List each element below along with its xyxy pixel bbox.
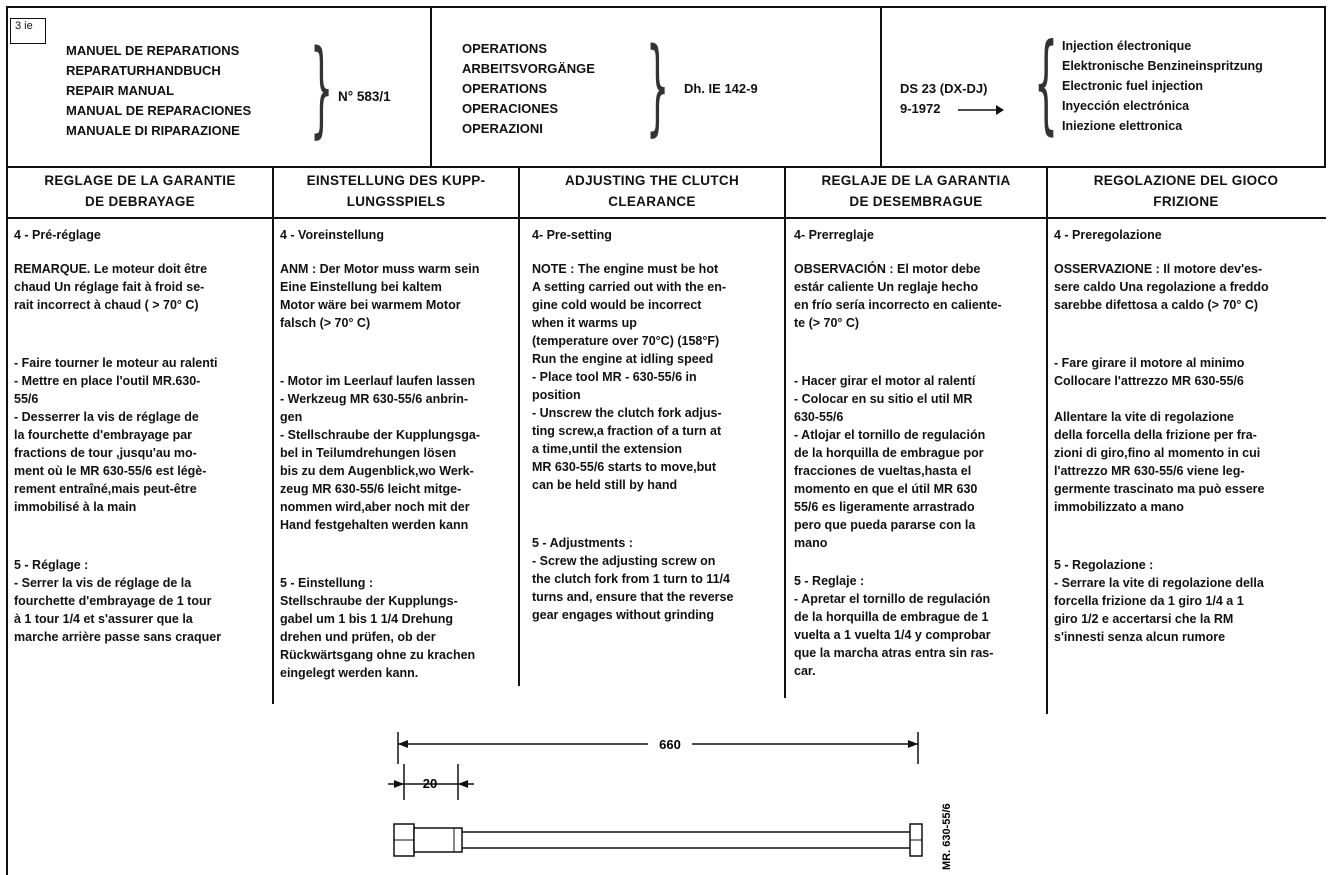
column-divider-3 — [784, 168, 786, 698]
step5-title: 5 - Réglage : — [14, 558, 89, 572]
column-divider-2 — [518, 168, 520, 686]
arrow-right-icon — [908, 740, 918, 748]
operations-title-en: OPERATIONS — [462, 81, 547, 96]
column-heading-en — [522, 170, 782, 216]
heading-text: ADJUSTING THE CLUTCH CLEARANCE — [565, 173, 739, 209]
operations-title-fr: OPERATIONS — [462, 41, 547, 56]
step5-text: - Serrer la vis de réglage de la fourchette d'embrayage de 1 tour à 1 tour 1/4 et s'assurer que la marche arrière passe sans craquer — [14, 576, 222, 644]
right-brace-icon: } — [646, 25, 670, 147]
manual-title-de: REPARATURHANDBUCH — [66, 63, 221, 78]
column-divider-4 — [1046, 168, 1048, 714]
operations-title-it: OPERAZIONI — [462, 121, 543, 136]
step4-title: 4 - Voreinstellung — [280, 228, 384, 242]
header-bottom-rule — [6, 166, 1326, 168]
end-length-label: 20 — [422, 776, 438, 791]
column-body-it — [1054, 226, 1326, 646]
step5-text: Stellschraube der Kupplungs- gabel um 1 bis 1 1/4 Drehung drehen und prüfen, ob der Rückwärtsgang ohne zu krachen eingelegt werden kann. — [280, 594, 476, 680]
injection-title-de: Elektronische Benzineinspritzung — [1062, 59, 1263, 73]
warning-note: NOTE : The engine must be hot A setting carried out with the en- gine cold would be incorrect when it warms up (temperature over 70°C) (158°F) — [532, 262, 726, 348]
left-border — [6, 6, 8, 875]
step5-title: 5 - Adjustments : — [532, 536, 633, 550]
arrow-left-icon — [458, 780, 468, 788]
column-heading-rule — [6, 217, 1326, 219]
column-heading-de — [276, 170, 516, 216]
step4-instructions: Run the engine at idling speed - Place tool MR - 630-55/6 in position - Unscrew the clutch fork adjus- ting screw,a fraction of a turn at a time,until the extension MR 630-55/6 starts to move,but can be held still by hand — [532, 352, 722, 492]
column-heading-es — [788, 170, 1044, 216]
right-border — [1324, 6, 1326, 168]
injection-title-en: Electronic fuel injection — [1062, 79, 1203, 93]
heading-text: REGLAGE DE LA GARANTIE DE DEBRAYAGE — [44, 173, 236, 209]
injection-title-it: Iniezione elettronica — [1062, 119, 1183, 133]
model-date: 9-1972 — [900, 101, 941, 116]
operations-title-de: ARBEITSVORGÄNGE — [462, 61, 595, 76]
manual-title-fr: MANUEL DE REPARATIONS — [66, 43, 240, 58]
column-body-de — [280, 226, 516, 682]
heading-text: EINSTELLUNG DES KUPP- LUNGSSPIELS — [306, 173, 486, 209]
step4-title: 4 - Pré-réglage — [14, 228, 101, 242]
step4-instructions: - Motor im Leerlauf laufen lassen - Werkzeug MR 630-55/6 anbrin- gen - Stellschraube der Kupplungsga- bel in Teilumdrehungen lösen bis zu dem Augenblick,wo Werk- zeug MR 630-55/6 leicht mitge- nommen wird,aber noch mit der Hand festgehalten werden kann — [280, 374, 481, 532]
step4-title: 4 - Preregolazione — [1054, 228, 1162, 242]
arrow-right-icon — [394, 780, 404, 788]
heading-text: REGOLAZIONE DEL GIOCO FRIZIONE — [1093, 173, 1279, 209]
column-body-fr — [14, 226, 270, 646]
manual-number: N° 583/1 — [338, 89, 391, 104]
step5-text: - Serrare la vite di regolazione della forcella frizione da 1 giro 1/4 a 1 giro 1/2 e accertarsi che la RM s'innesti senza alcun rumore — [1054, 576, 1264, 644]
page-reference-box: 3 ie — [10, 18, 46, 44]
heading-text: REGLAJE DE LA GARANTIA DE DESEMBRAGUE — [821, 173, 1011, 209]
column-divider-1 — [272, 168, 274, 704]
column-body-en — [532, 226, 782, 624]
arrow-right-icon — [958, 103, 1004, 117]
step5-title: 5 - Reglaje : — [794, 574, 865, 588]
injection-title-es: Inyección electrónica — [1062, 99, 1190, 113]
warning-note: REMARQUE. Le moteur doit être chaud Un réglage fait à froid se- rait incorrect à chaud ( > 70° C) — [14, 262, 208, 312]
manual-title-en: REPAIR MANUAL — [66, 83, 175, 98]
operation-code: Dh. IE 142-9 — [684, 81, 758, 96]
overall-length-label: 660 — [659, 737, 681, 752]
step5-title: 5 - Regolazione : — [1054, 558, 1154, 572]
column-body-es — [794, 226, 1044, 680]
step4-instructions: - Fare girare il motore al minimo Collocare l'attrezzo MR 630-55/6 Allentare la vite di regolazione della forcella della frizione per fra- zioni di giro,fino al momento in cui l'attrezzo MR 630-55/6 viene leg- germente trascinato ma può essere immobilizzato a mano — [1054, 356, 1265, 514]
step4-instructions: - Hacer girar el motor al ralentí - Colocar en su sitio el util MR 630-55/6 - Atlojar el tornillo de regulación de la horquilla de embrague por fracciones de vueltas,hasta el momento en que el útil MR 630 55/6 es ligeramente arrastrado pero que pueda pararse con la mano — [794, 374, 986, 550]
left-brace-icon: { — [1034, 21, 1059, 146]
top-border — [6, 6, 1326, 8]
header-divider-1 — [430, 6, 432, 168]
right-brace-icon: } — [310, 27, 334, 149]
tool-diagram — [380, 724, 980, 874]
tool-label: MR. 630-55/6 — [941, 803, 953, 870]
step4-instructions: - Faire tourner le moteur au ralenti - Mettre en place l'outil MR.630- 55/6 - Desserrer la vis de réglage de la fourchette d'embrayage par fractions de tour ,jusqu'au mo- ment où le MR 630-55/6 est légè- rement entraîné,mais peut-être immobilisé à la main — [14, 356, 218, 514]
step5-text: - Apretar el tornillo de regulación de la horquilla de embrague de 1 vuelta a 1 vuelta 1/4 y comprobar que la marcha atras entra sin ras- car. — [794, 592, 994, 678]
step4-title: 4- Pre-setting — [532, 228, 612, 242]
manual-title-es: MANUAL DE REPARACIONES — [66, 103, 252, 118]
injection-title-fr: Injection électronique — [1062, 39, 1192, 53]
operations-title-es: OPERACIONES — [462, 101, 559, 116]
step5-title: 5 - Einstellung : — [280, 576, 374, 590]
step4-title: 4- Prerreglaje — [794, 228, 874, 242]
warning-note: OSSERVAZIONE : Il motore dev'es- sere caldo Una regolazione a freddo sarebbe difettosa a caldo (> 70° C) — [1054, 262, 1269, 312]
tool-sleeve — [414, 828, 462, 852]
step5-text: - Screw the adjusting screw on the clutch fork from 1 turn to 11/4 turns and, ensure that the reverse gear engages without grinding — [532, 554, 734, 622]
model-designation: DS 23 (DX-DJ) — [900, 81, 988, 96]
warning-note: ANM : Der Motor muss warm sein Eine Einstellung bei kaltem Motor wäre bei warmem Motor falsch (> 70° C) — [280, 262, 480, 330]
header-divider-2 — [880, 6, 882, 168]
arrow-left-icon — [398, 740, 408, 748]
column-heading-fr — [10, 170, 270, 216]
warning-note: OBSERVACIÓN : El motor debe estár caliente Un reglaje hecho en frío sería incorrecto en caliente- te (> 70° C) — [794, 262, 1002, 330]
manual-title-it: MANUALE DI RIPARAZIONE — [66, 123, 240, 138]
column-heading-it — [1050, 170, 1322, 216]
